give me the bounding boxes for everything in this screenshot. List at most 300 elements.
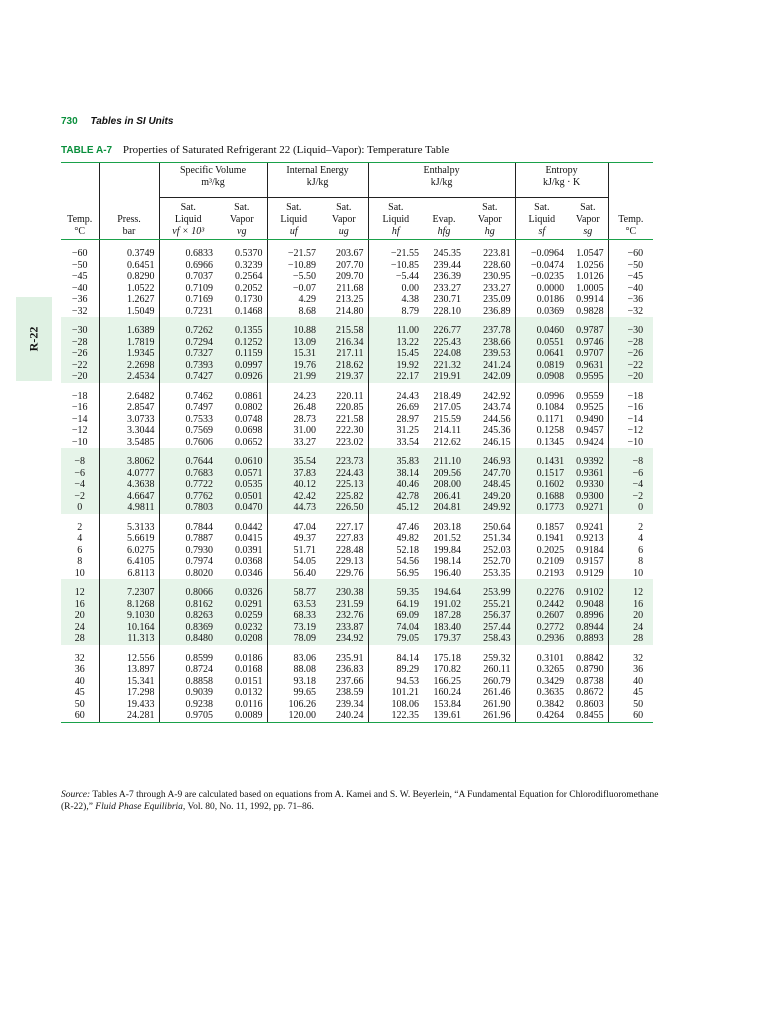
table-row (61, 676, 653, 688)
column-header (568, 198, 608, 240)
table-cell: 0.8944 (568, 622, 608, 634)
column-header-line: Vapor (477, 214, 502, 225)
table-cell: 13.09 (267, 337, 320, 349)
table-cell: 0.0551 (515, 337, 568, 349)
table-cell: 175.18 (433, 652, 462, 664)
table-cell: 249.20 (465, 491, 515, 503)
table-cell: −26 (61, 348, 99, 360)
table-row (61, 414, 653, 426)
table-cell: 194.64 (423, 587, 465, 599)
column-header-line: Temp. (618, 214, 644, 225)
table-cell: 237.66 (336, 675, 364, 687)
table-cell: −0.0964 (515, 248, 568, 260)
table-cell: 0.9271 (568, 502, 608, 514)
table-cell: 3.8062 (99, 456, 159, 468)
table-cell: 0.9787 (568, 325, 608, 337)
group-unit: m³/kg (201, 177, 225, 188)
table-cell: 56.95 (368, 568, 423, 580)
table-cell: 0.0089 (217, 710, 267, 722)
spacer-cell (423, 383, 465, 391)
table-cell: 6.4105 (99, 556, 159, 568)
table-label: TABLE A-7 (61, 145, 113, 156)
spacer-cell (99, 514, 159, 522)
table-cell: 252.70 (483, 556, 511, 567)
table-cell: 0 (61, 502, 99, 514)
table-cell: −22 (61, 360, 99, 372)
table-cell: 0.8066 (159, 587, 217, 599)
spacer-cell (368, 514, 423, 522)
row-group-spacer (61, 645, 653, 653)
spacer-cell (368, 579, 423, 587)
table-cell: 220.85 (336, 402, 364, 413)
table-cell: 0.9392 (568, 456, 608, 468)
table-cell: 26.48 (267, 402, 320, 414)
table-row (61, 456, 653, 468)
table-cell: 12 (61, 587, 99, 599)
spacer-cell (368, 383, 423, 391)
table-cell: 21.99 (267, 371, 320, 383)
table-cell: −32 (608, 306, 653, 318)
table-cell: 12 (608, 587, 653, 599)
table-row (61, 283, 653, 295)
spacer-cell (159, 645, 217, 653)
table-cell: 16 (608, 599, 653, 611)
table-cell: 191.02 (423, 599, 465, 611)
table-cell: −10.85 (368, 260, 423, 272)
table-cell: 0.1730 (235, 294, 263, 305)
table-cell: 225.82 (320, 491, 368, 503)
group-enthalpy (368, 163, 515, 198)
column-header-line: vg (237, 226, 247, 237)
table-cell: 0.0501 (217, 491, 267, 503)
table-cell: 49.82 (368, 533, 423, 545)
table-cell: 101.21 (368, 687, 423, 699)
table-cell: 225.13 (320, 479, 368, 491)
table-cell: 236.89 (483, 305, 511, 317)
table-cell: 235.09 (483, 294, 511, 305)
table-cell: −21.57 (267, 248, 320, 260)
table-cell: 217.05 (433, 402, 462, 413)
spacer-cell (608, 514, 653, 522)
table-cell: 0.7683 (159, 468, 217, 480)
column-header (515, 198, 568, 240)
table-cell: −14 (71, 413, 88, 425)
table-cell: 0.9705 (159, 710, 217, 722)
table-cell: 5.3133 (99, 522, 159, 534)
column-header (61, 198, 99, 240)
table-cell: 89.29 (368, 664, 423, 676)
table-row (61, 622, 653, 634)
spacer-cell (61, 645, 99, 653)
table-cell: 0.0908 (515, 371, 568, 383)
page-header (61, 116, 173, 127)
table-cell: 0.00 (368, 283, 423, 295)
column-header-line: Sat. (286, 202, 302, 213)
table-cell: 3.0733 (99, 414, 159, 426)
table-cell: 0.8480 (159, 633, 217, 645)
table-cell: 2 (608, 522, 653, 534)
table-cell: 6.0275 (99, 545, 159, 557)
table-cell: 255.21 (465, 599, 515, 611)
table-row (61, 664, 653, 676)
table-cell: 231.59 (320, 599, 368, 611)
table-cell: 0.3101 (515, 653, 568, 665)
table-cell: 3.5485 (99, 437, 159, 449)
table-cell: 94.53 (368, 676, 423, 688)
table-cell: 0.1602 (515, 479, 568, 491)
table-cell: 120.00 (267, 710, 320, 722)
table-cell: 0.7262 (159, 325, 217, 337)
column-header-line: Press. (117, 214, 141, 225)
table-cell: −18 (71, 390, 88, 402)
table-cell: 0.0535 (217, 479, 267, 491)
table-cell: −10.89 (267, 260, 320, 272)
table-cell: 0.2052 (235, 282, 263, 294)
table-cell: 54.05 (267, 556, 320, 568)
spacer-cell (320, 579, 368, 587)
table-cell: 15.341 (99, 676, 159, 688)
spacer-cell (515, 579, 568, 587)
spacer-cell (465, 645, 515, 653)
spacer-cell (267, 383, 320, 391)
table-row (61, 468, 653, 480)
table-cell: 211.68 (336, 282, 364, 294)
table-cell: 0.9157 (576, 556, 604, 567)
table-cell: −0.0235 (515, 271, 568, 283)
column-header-line: Sat. (180, 202, 196, 213)
table-cell: 0.8290 (99, 271, 159, 283)
table-cell: 0.8020 (159, 568, 217, 580)
spacer-cell (267, 448, 320, 456)
table-cell: 93.18 (267, 676, 320, 688)
column-header-line: hf (391, 226, 400, 237)
side-tab (16, 297, 52, 381)
group-unit: kJ/kg (430, 177, 453, 188)
table-cell: 0.3429 (515, 676, 568, 688)
table-cell: −60 (71, 248, 88, 259)
spacer-cell (568, 579, 608, 587)
table-cell: 0.0926 (217, 371, 267, 383)
table-cell: 108.06 (368, 699, 423, 711)
row-group-spacer (61, 579, 653, 587)
table-cell: 219.37 (320, 371, 368, 383)
table-cell: 1.0126 (576, 271, 604, 282)
table-row (61, 371, 653, 383)
table-cell: 226.50 (320, 502, 368, 514)
header-spacer (99, 163, 159, 198)
spacer-cell (568, 317, 608, 325)
table-cell: 40.12 (267, 479, 320, 491)
table-cell: 209.70 (336, 271, 364, 282)
spacer-cell (568, 240, 608, 249)
column-header-line: uf (289, 226, 298, 237)
table-cell: 236.83 (336, 664, 364, 675)
table-cell: 0.2772 (515, 622, 568, 634)
table-row (61, 271, 653, 283)
table-cell: 0.1159 (217, 348, 267, 360)
table-cell: 0.9238 (159, 699, 217, 711)
table-cell: 28 (61, 633, 99, 645)
table-cell: 0.9300 (568, 491, 608, 503)
table-cell: 2.4534 (99, 371, 159, 383)
table-cell: −40 (71, 282, 88, 294)
table-cell: 139.61 (423, 710, 465, 722)
table-cell: 222.30 (336, 425, 364, 436)
column-header-line: Sat. (336, 202, 352, 213)
table-cell: 229.13 (336, 556, 364, 567)
table-cell: 0.9241 (576, 521, 604, 533)
table-cell: 0.8263 (159, 610, 217, 622)
table-cell: 0.0861 (235, 390, 263, 402)
table-cell: 78.09 (267, 633, 320, 645)
table-cell: 73.19 (267, 622, 320, 634)
table-cell: 42.78 (368, 491, 423, 503)
group-title: Internal Energy (286, 165, 349, 176)
table-cell: 0.0291 (217, 599, 267, 611)
table-cell: 0.9914 (576, 294, 604, 305)
column-header-line: °C (625, 226, 637, 237)
table-cell: 4.38 (368, 294, 423, 306)
table-cell: 0.2564 (235, 271, 263, 282)
table-cell: −45 (71, 271, 88, 282)
table-row (61, 360, 653, 372)
spacer-cell (99, 645, 159, 653)
table-cell: 1.9345 (99, 348, 159, 360)
column-header-line: Vapor (229, 214, 254, 225)
spacer-cell (423, 579, 465, 587)
spacer-cell (61, 514, 99, 522)
table-cell: 218.49 (433, 390, 462, 402)
table-cell: −0.0474 (515, 260, 568, 272)
page-number: 730 (61, 116, 78, 127)
table-cell: 233.27 (483, 282, 511, 294)
table-cell: 216.34 (320, 337, 368, 349)
table-cell: 0.8599 (159, 653, 217, 665)
spacer-cell (267, 579, 320, 587)
table-cell: 260.79 (483, 675, 511, 687)
table-cell: 8.79 (368, 306, 423, 318)
table-cell: 0.0610 (217, 456, 267, 468)
table-cell: 0.2025 (515, 545, 568, 557)
spacer-cell (423, 514, 465, 522)
table-row (61, 248, 653, 260)
spacer-cell (368, 645, 423, 653)
spacer-cell (267, 240, 320, 249)
table-cell: 10.88 (267, 325, 320, 337)
table-cell: 0.9559 (576, 390, 604, 402)
table-cell: 0 (608, 502, 653, 514)
table-cell: 204.81 (423, 502, 465, 514)
spacer-cell (217, 514, 267, 522)
table-cell: 233.27 (433, 282, 462, 294)
table-row (61, 402, 653, 414)
table-cell: 0.0571 (217, 468, 267, 480)
table-cell: −16 (608, 402, 653, 414)
spacer-cell (61, 448, 99, 456)
column-header-line: vf × 10³ (172, 226, 205, 237)
table-cell: −4 (608, 479, 653, 491)
table-cell: 215.58 (320, 325, 368, 337)
spacer-cell (99, 317, 159, 325)
table-cell: 198.14 (433, 556, 462, 567)
column-header-line: sf (538, 226, 546, 237)
table-cell: 56.40 (267, 568, 320, 580)
spacer-cell (320, 240, 368, 249)
table-cell: 241.24 (465, 360, 515, 372)
table-cell: 13.897 (99, 664, 159, 676)
table-cell: 12.556 (99, 653, 159, 665)
table-cell: −5.50 (267, 271, 320, 283)
table-cell: −0.07 (267, 283, 320, 295)
table-cell: 240.24 (320, 710, 368, 722)
table-cell: 228.10 (433, 305, 462, 317)
table-cell: 0.7844 (159, 522, 217, 534)
table-cell: 2.6482 (99, 391, 159, 403)
table-cell: 20 (61, 610, 99, 622)
spacer-cell (515, 514, 568, 522)
table-cell: 0.0415 (235, 533, 263, 544)
column-header-line (609, 202, 654, 214)
table-cell: 88.08 (267, 664, 320, 676)
table-cell: 45.12 (368, 502, 423, 514)
column-header-line: hg (484, 226, 495, 237)
table-cell: 214.11 (433, 425, 462, 436)
table-cell: 0.7606 (159, 437, 217, 449)
table-cell: 0.3265 (515, 664, 568, 676)
table-cell: 0.6833 (159, 248, 217, 260)
table-cell: 33.27 (267, 437, 320, 449)
table-cell: 261.96 (465, 710, 515, 722)
table-cell: 0.3842 (515, 699, 568, 711)
table-cell: 242.09 (465, 371, 515, 383)
table-cell: 0.2607 (515, 610, 568, 622)
spacer-cell (465, 383, 515, 391)
table-cell: −18 (608, 391, 653, 403)
table-cell: 0.7569 (159, 425, 217, 437)
table-cell: 83.06 (267, 653, 320, 665)
table-row (61, 633, 653, 645)
table-cell: 199.84 (433, 544, 462, 556)
table-cell: 4.6647 (99, 491, 159, 503)
spacer-cell (515, 317, 568, 325)
table-cell: 183.40 (423, 622, 465, 634)
table-cell: 10 (608, 568, 653, 580)
table-row (61, 491, 653, 503)
table-cell: 225.43 (423, 337, 465, 349)
spacer-cell (608, 579, 653, 587)
group-unit: kJ/kg (306, 177, 329, 188)
table-cell: 0.9213 (576, 533, 604, 544)
table-cell: 0.0208 (217, 633, 267, 645)
table-cell: −10 (71, 436, 88, 448)
row-group-spacer (61, 383, 653, 391)
table-cell: 49.37 (267, 533, 320, 545)
table-cell: 69.09 (368, 610, 423, 622)
group-specific-volume (159, 163, 267, 198)
row-group-spacer (61, 240, 653, 249)
table-cell: −8 (61, 456, 99, 468)
column-header-line: bar (122, 226, 136, 237)
table-cell: 223.81 (483, 248, 511, 259)
table-cell: 0.0442 (235, 521, 263, 533)
column-header-line: ug (338, 226, 349, 237)
table-row (61, 479, 653, 491)
table-cell: 0.0186 (235, 652, 263, 664)
column-header-line: Liquid (382, 214, 410, 225)
table-cell: 17.298 (99, 687, 159, 699)
table-cell: 99.65 (267, 687, 320, 699)
table-cell: 0.2442 (515, 599, 568, 611)
table-cell: 26.69 (368, 402, 423, 414)
table-cell: 0.9424 (576, 436, 604, 448)
table-cell: −12 (71, 425, 88, 436)
spacer-cell (320, 448, 368, 456)
side-tab-label: R-22 (26, 326, 41, 352)
table-cell: 36 (74, 664, 85, 675)
table-cell: 0.0819 (515, 360, 568, 372)
table-cell: 0.7930 (159, 545, 217, 557)
table-cell: 35.54 (267, 456, 320, 468)
table-cell: −28 (608, 337, 653, 349)
table-cell: 214.80 (336, 305, 364, 317)
table-cell: 54.56 (368, 556, 423, 568)
table-cell: 8.1268 (99, 599, 159, 611)
table-cell: 166.25 (433, 675, 462, 687)
spacer-cell (515, 448, 568, 456)
source-text: Tables A-7 through A-9 are calculated based on equations from A. Kamei and S. W. Beyerlein, “A Fundamental Equation for Chlorodifluoromethane (R-22),” (61, 790, 659, 812)
table-cell: 0.9184 (576, 544, 604, 556)
table-cell: 60 (61, 710, 99, 722)
table-cell: 24 (608, 622, 653, 634)
column-header-line: Evap. (432, 214, 456, 225)
table-cell: 223.02 (336, 436, 364, 448)
table-cell: 45 (74, 687, 85, 698)
group-unit: kJ/kg · K (542, 177, 581, 188)
table-cell: 251.34 (483, 533, 511, 544)
table-cell: 31.00 (267, 425, 320, 437)
table-cell: 60 (608, 710, 653, 722)
table-cell: 211.10 (423, 456, 465, 468)
table-cell: 40.46 (368, 479, 423, 491)
table-cell: 28.73 (267, 414, 320, 426)
table-caption (61, 144, 449, 156)
table-cell: 0.3635 (515, 687, 568, 699)
table-cell: 19.433 (99, 699, 159, 711)
table-cell: 0.0470 (217, 502, 267, 514)
table-cell: 0.7462 (159, 391, 217, 403)
column-header (608, 198, 653, 240)
table-cell: 0.0346 (235, 567, 263, 579)
table-cell: 209.56 (423, 468, 465, 480)
table-cell: 4.0777 (99, 468, 159, 480)
spacer-cell (159, 317, 217, 325)
table-cell: 0.8996 (568, 610, 608, 622)
table-cell: −20 (608, 371, 653, 383)
table-row (61, 325, 653, 337)
column-header-line: Sat. (580, 202, 596, 213)
spacer-cell (320, 514, 368, 522)
table-cell: 0.0641 (515, 348, 568, 360)
table-cell: 0.0151 (235, 675, 263, 687)
table-cell: 0.0259 (217, 610, 267, 622)
table-cell: 0.8369 (159, 622, 217, 634)
table-cell: 228.60 (483, 259, 511, 271)
table-cell: 38.14 (368, 468, 423, 480)
table-cell: 249.92 (465, 502, 515, 514)
table-cell: 13.22 (368, 337, 423, 349)
table-cell: 237.78 (465, 325, 515, 337)
table-cell: −22 (608, 360, 653, 372)
